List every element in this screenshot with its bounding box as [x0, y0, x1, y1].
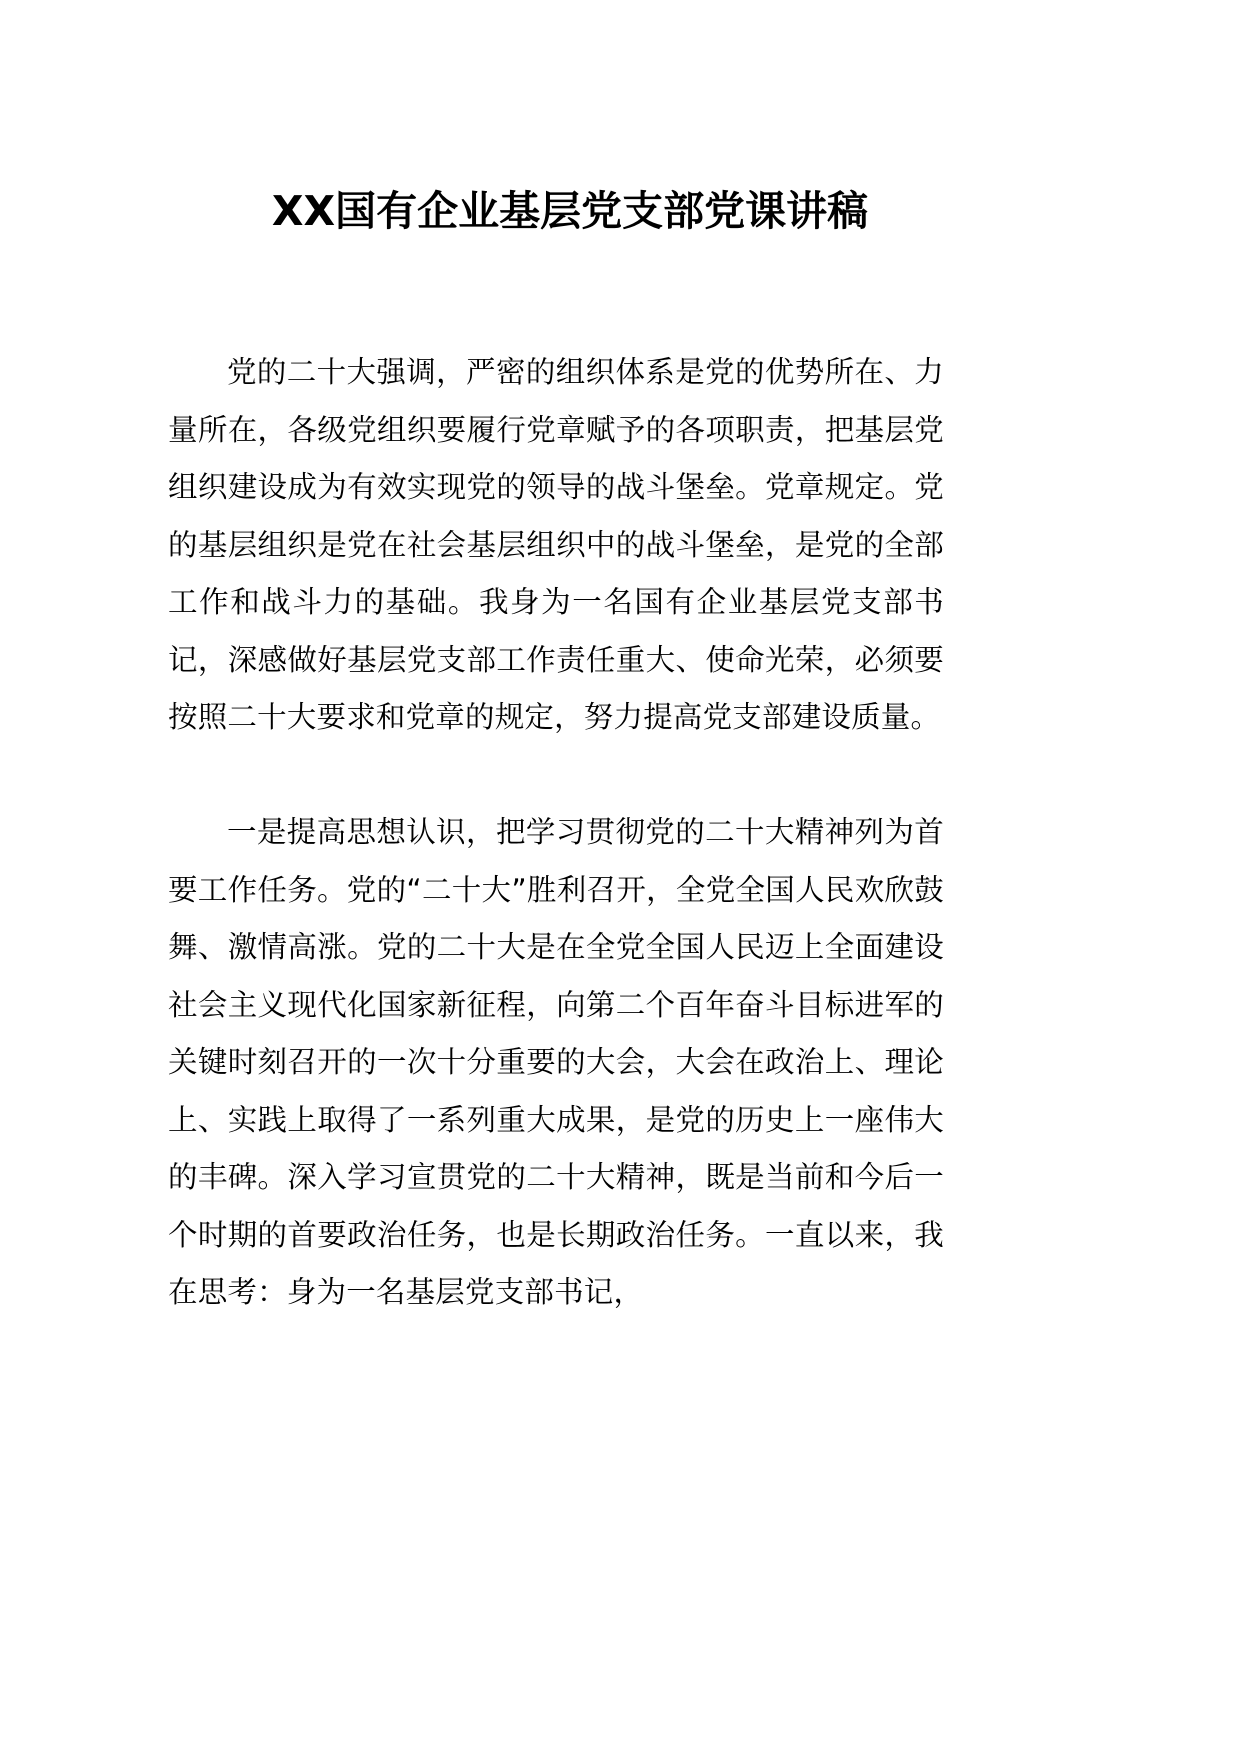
document-title: XX国有企业基层党支部党课讲稿: [271, 187, 869, 235]
document-body: [168, 344, 944, 1379]
paragraph-point-one: 一是提高思想认识，把学习贯彻党的二十大精神列为首要工作任务。党的“二十大”胜利召开，全党全国人民欢欣鼓舞、激情高涨。党的二十大是在全党全国人民迈上全面建设社会主义现代化国家新征程，向第二个百年奋斗目标进军的关键时刻召开的一次十分重要的大会，大会在政治上、理论上、实践上取得了一系列重大成果，是党的历史上一座伟大的丰碑。深入学习宣贯党的二十大精神，既是当前和今后一个时期的首要政治任务，也是长期政治任务。一直以来，我在思考：身为一名基层党支部书记，: [168, 815, 944, 1309]
paragraph-intro: 党的二十大强调，严密的组织体系是党的优势所在、力量所在，各级党组织要履行党章赋予的各项职责，把基层党组织建设成为有效实现党的领导的战斗堡垒。党章规定。党的基层组织是党在社会基层组织中的战斗堡垒，是党的全部工作和战斗力的基础。我身为一名国有企业基层党支部书记，深感做好基层党支部工作责任重大、使命光荣，必须要按照二十大要求和党章的规定，努力提高党支部建设质量。: [168, 355, 944, 734]
